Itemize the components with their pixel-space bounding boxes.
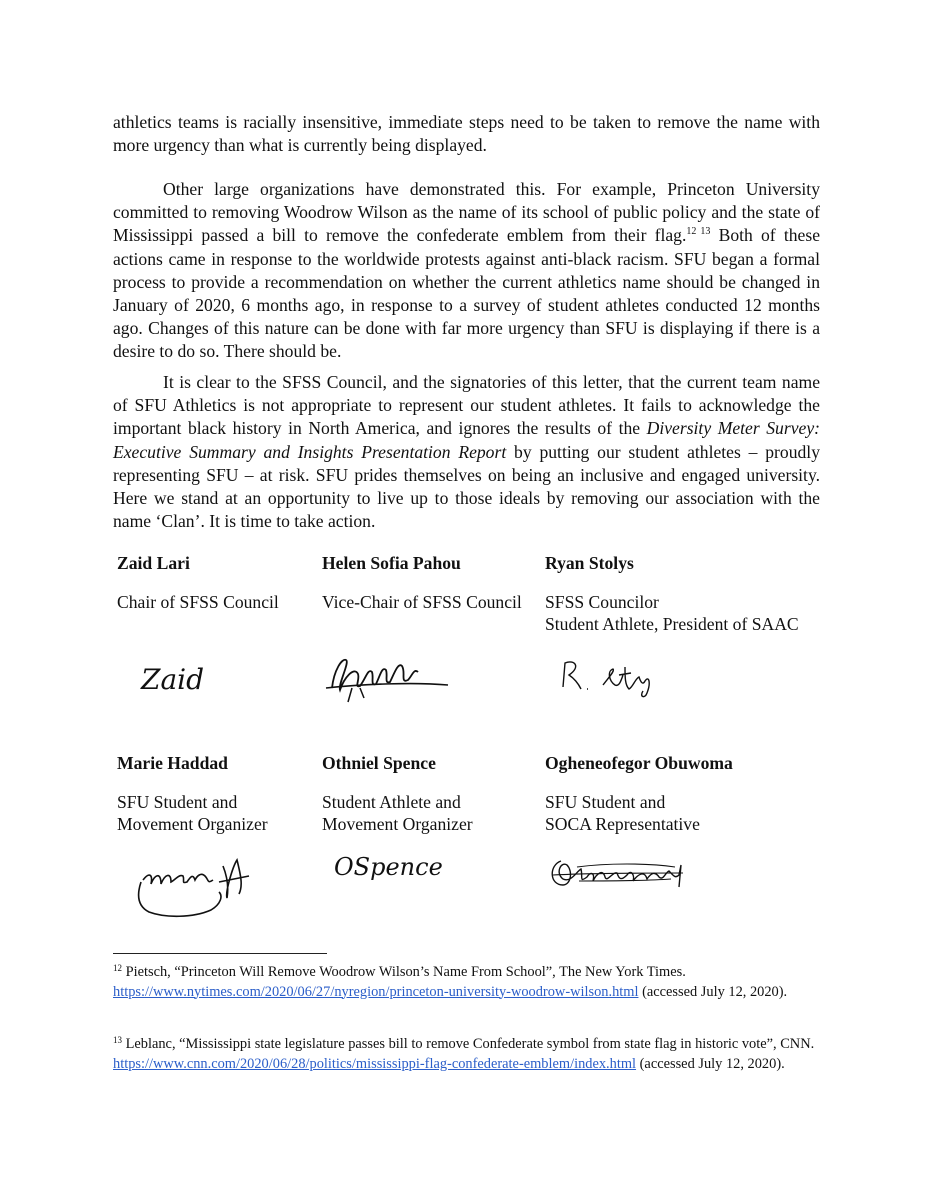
signatory-name: Ogheneofegor Obuwoma — [545, 753, 733, 773]
signatory-role — [545, 792, 700, 835]
signatory-role-line: Movement Organizer — [322, 813, 473, 834]
footnote-number: 13 — [113, 1035, 122, 1045]
signatory-role — [545, 592, 799, 635]
signatory-role-line: Movement Organizer — [117, 813, 268, 834]
footnote-accessed: (accessed July 12, 2020). — [638, 983, 788, 1000]
signatory-name: Zaid Lari — [117, 553, 190, 573]
signatory-role-line: Chair of SFSS Council — [117, 592, 279, 612]
signature-ryan — [559, 653, 669, 703]
signatory-ryan-stolys — [545, 553, 825, 634]
footnote-divider — [113, 953, 327, 954]
footnote-link[interactable]: https://www.nytimes.com/2020/06/27/nyregion/princeton-university-woodrow-wilson.html — [113, 983, 639, 1000]
signatory-name: Marie Haddad — [117, 753, 228, 773]
paragraph-3-text-b: by putting our student athletes – proudly representing SFU – at risk. SFU prides themselves on being an inclusive and engaged university. Here we stand at an opportunity to live up to those ideals by removing our association with the name ‘Clan’. It is time to take action. — [113, 441, 820, 532]
paragraph-3-text-a: It is clear to the SFSS Council, and the signatories of this letter, that the current team name of SFU Athletics is not appropriate to represent our student athletes. It fails to acknowledge the important black history in North America, and ignores the results of the — [113, 372, 820, 439]
signatory-name: Othniel Spence — [322, 753, 436, 773]
signatory-role — [322, 592, 522, 614]
paragraph-2 — [113, 178, 820, 364]
signature-othniel-text: OSpence — [334, 853, 443, 881]
signatory-name: Ryan Stolys — [545, 553, 634, 573]
footnote-ref-13[interactable]: 13 — [700, 226, 711, 238]
footnote-link[interactable]: https://www.cnn.com/2020/06/28/politics/mississippi-flag-confederate-emblem/index.html — [113, 1055, 637, 1072]
signatory-role-line: Student Athlete, President of SAAC — [545, 613, 799, 634]
signature-marie — [131, 846, 271, 926]
signatory-role — [117, 792, 268, 835]
signature-ogheneofegor — [547, 851, 697, 896]
signature-helen — [324, 648, 464, 703]
paragraph-2-text-a: Other large organizations have demonstrated this. For example, Princeton University committed to removing Woodrow Wilson as the name of its school of public policy and the state of Mississippi passed a bill to remove the confederate emblem from their flag. — [113, 179, 820, 246]
signatory-role-line: Student Athlete and — [322, 792, 461, 812]
signatory-role-line: SFU Student and — [545, 792, 666, 812]
signatory-role-line: SFSS Councilor — [545, 592, 659, 612]
signatory-role-line: Vice-Chair of SFSS Council — [322, 592, 522, 612]
footnote-text: Leblanc, “Mississippi state legislature passes bill to remove Confederate symbol from state flag in historic vote”, CNN. — [122, 1036, 815, 1052]
signatory-name: Helen Sofia Pahou — [322, 553, 461, 573]
footnote-13 — [113, 1035, 820, 1074]
paragraph-3 — [113, 371, 820, 533]
paragraph-2-text-b: Both of these actions came in response to the worldwide protests against anti-black racism. SFU began a formal process to provide a recommendation on whether the current athletics name should be changed in January of 2020, 6 months ago, in response to a survey of student athletes conducted 12 months ago. Changes of this nature can be done with far more urgency than SFU is displaying if there is a desire to do so. There should be. — [113, 225, 821, 362]
footnote-accessed: (accessed July 12, 2020). — [636, 1055, 785, 1072]
footnote-12 — [113, 963, 820, 1002]
signatory-role — [117, 592, 279, 614]
paragraph-1: athletics teams is racially insensitive, immediate steps need to be taken to remove the name with more urgency than what is currently being displayed. — [113, 112, 820, 156]
signatory-role — [322, 792, 473, 835]
footnote-ref-12[interactable]: 12 — [686, 226, 697, 238]
report-title: Diversity Meter Survey: Executive Summary and Insights Presentation Report — [113, 418, 820, 462]
footnote-number: 12 — [113, 963, 122, 973]
footnote-text: Pietsch, “Princeton Will Remove Woodrow Wilson’s Name From School”, The New York Times. — [122, 964, 686, 980]
signature-zaid — [139, 653, 239, 703]
signatory-ogheneofegor-obuwoma — [545, 753, 825, 834]
signature-othniel — [334, 845, 474, 885]
signatory-role-line: SOCA Representative — [545, 813, 700, 834]
signature-zaid-text: Zaid — [141, 663, 205, 696]
signatory-role-line: SFU Student and — [117, 792, 238, 812]
